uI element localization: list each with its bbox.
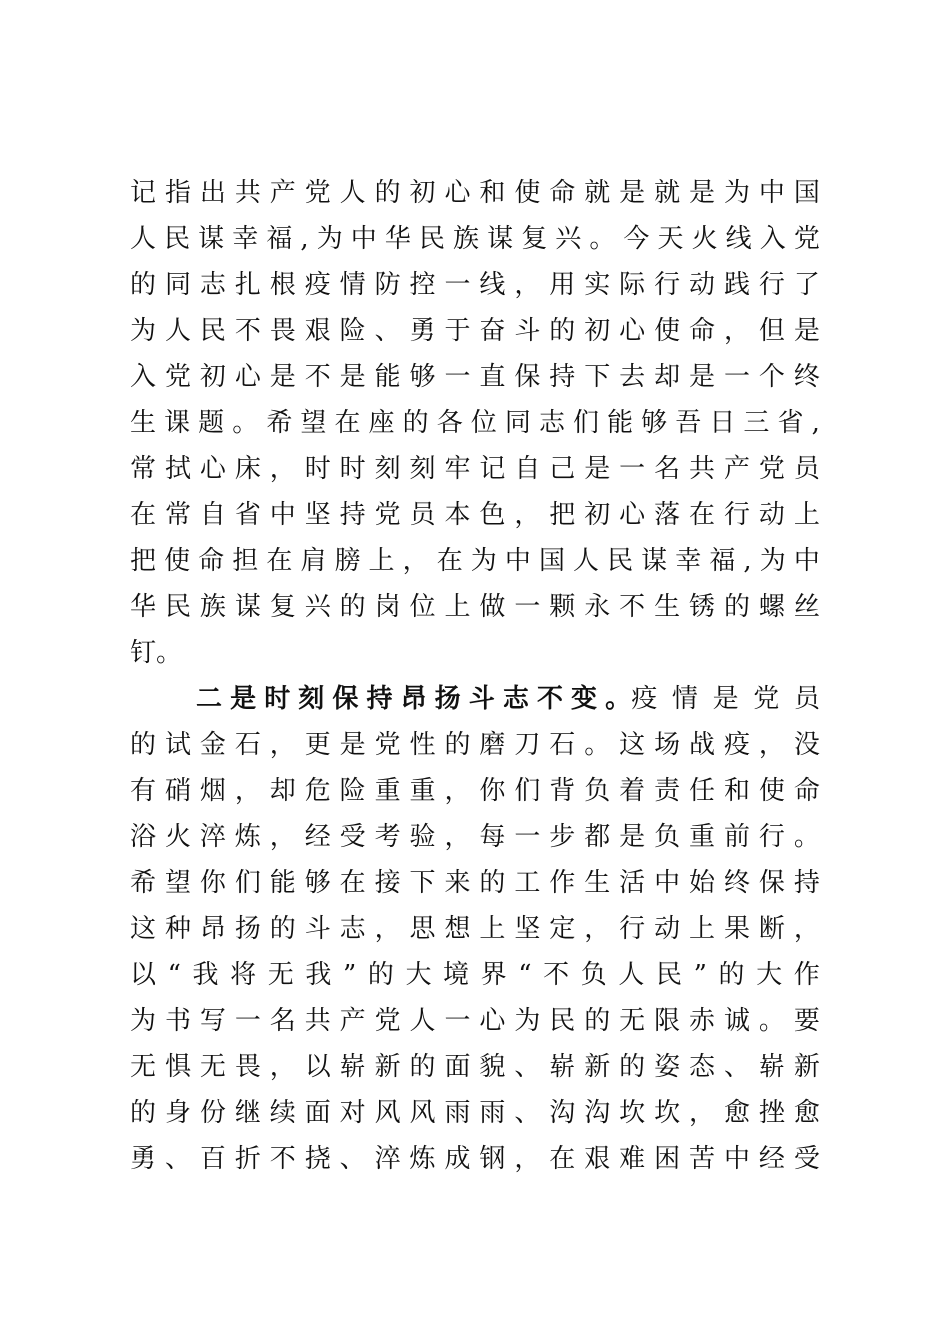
paragraph-2: [130, 676, 820, 1182]
text-line: 以 “ 我 将 无 我 ” 的 大 境 界 “ 不 负 人 民 ” 的 大 作: [130, 960, 820, 990]
text-line: 有 硝 烟 ， 却 危 险 重 重 ， 你 们 背 负 着 责 任 和 使 命: [130, 776, 820, 806]
text-line: 为 书 写 一 名 共 产 党 人 一 心 为 民 的 无 限 赤 诚 。 要: [130, 1006, 820, 1036]
section-heading: 二 是 时 刻 保 持 昂 扬 斗 志 不 变 。: [196, 684, 632, 714]
text-line: 这 种 昂 扬 的 斗 志 ， 思 想 上 坚 定 ， 行 动 上 果 断 ，: [130, 914, 820, 944]
text-line: 华 民 族 谋 复 兴 的 岗 位 上 做 一 颗 永 不 生 锈 的 螺 丝: [130, 592, 820, 622]
text-line: 勇 、 百 折 不 挠 、 淬 炼 成 钢 ， 在 艰 难 困 苦 中 经 受: [130, 1144, 820, 1174]
text-line: 的 身 份 继 续 面 对 风 风 雨 雨 、 沟 沟 坎 坎 ， 愈 挫 愈: [130, 1098, 820, 1128]
text-line: 的 试 金 石 ， 更 是 党 性 的 磨 刀 石 。 这 场 战 疫 ， 没: [130, 730, 820, 760]
text-line: 希 望 你 们 能 够 在 接 下 来 的 工 作 生 活 中 始 终 保 持: [130, 868, 820, 898]
text-line: 无 惧 无 畏 ， 以 崭 新 的 面 貌 、 崭 新 的 姿 态 、 崭 新: [130, 1052, 820, 1082]
text-line: 常 拭 心 床 ， 时 时 刻 刻 牢 记 自 己 是 一 名 共 产 党 员: [130, 454, 820, 484]
document-body: [130, 170, 820, 1182]
text-line: 记 指 出 共 产 党 人 的 初 心 和 使 命 就 是 就 是 为 中 国: [130, 178, 820, 208]
text-line: 浴 火 淬 炼 ， 经 受 考 验 ， 每 一 步 都 是 负 重 前 行 。: [130, 822, 820, 852]
text-line: 的 同 志 扎 根 疫 情 防 控 一 线 ， 用 实 际 行 动 践 行 了: [130, 270, 820, 300]
text-line: 钉。: [130, 638, 183, 668]
text-span: 疫 情 是 党 员: [631, 684, 820, 714]
paragraph-1: [130, 170, 820, 676]
text-line: 把 使 命 担 在 肩 膀 上 ， 在 为 中 国 人 民 谋 幸 福 , 为 中: [130, 546, 820, 576]
text-line: 生 课 题 。 希 望 在 座 的 各 位 同 志 们 能 够 吾 日 三 省 ,: [130, 408, 820, 438]
text-line: 入 党 初 心 是 不 是 能 够 一 直 保 持 下 去 却 是 一 个 终: [130, 362, 820, 392]
text-line: 在 常 自 省 中 坚 持 党 员 本 色 ， 把 初 心 落 在 行 动 上: [130, 500, 820, 530]
paragraph-first-line: [130, 676, 820, 722]
text-line: 人 民 谋 幸 福 , 为 中 华 民 族 谋 复 兴 。 今 天 火 线 入 党: [130, 224, 820, 254]
text-line: 为 人 民 不 畏 艰 险 、 勇 于 奋 斗 的 初 心 使 命 ， 但 是: [130, 316, 820, 346]
